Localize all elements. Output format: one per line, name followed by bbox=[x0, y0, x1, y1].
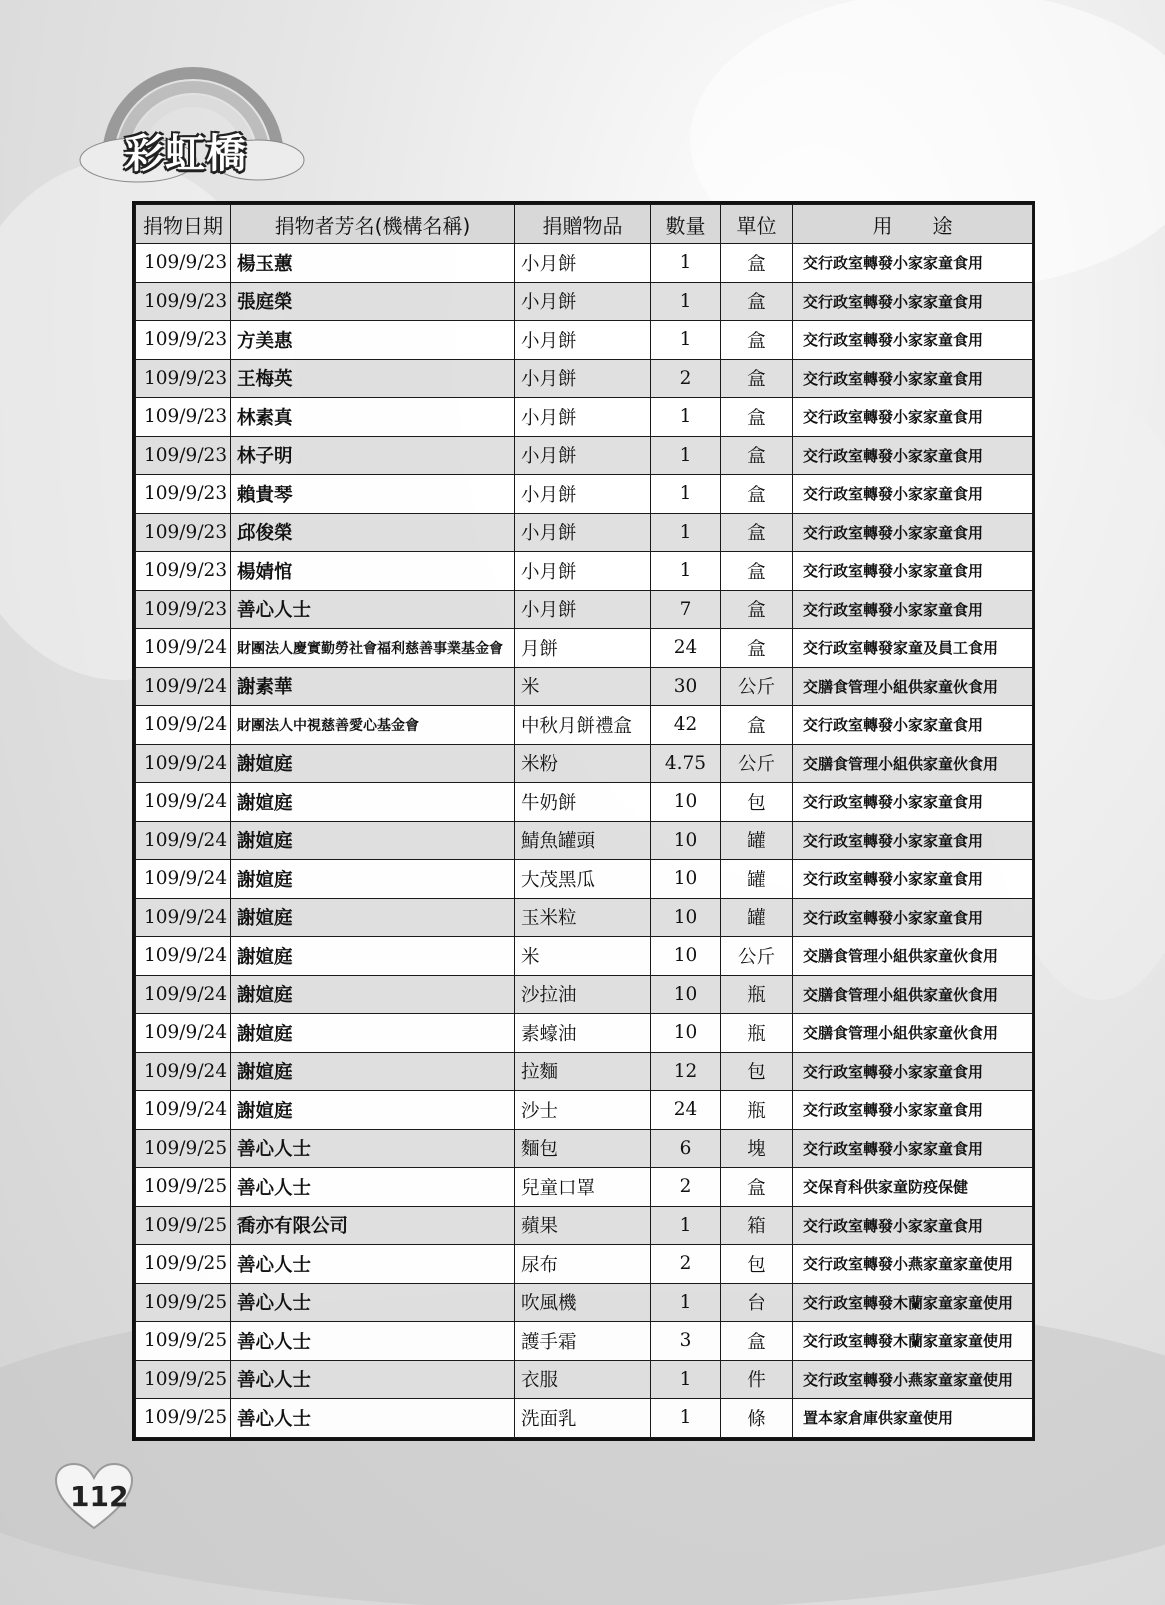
cell-usage: 交膳食管理小組供家童伙食用 bbox=[793, 1014, 1033, 1053]
cell-usage: 交行政室轉發小家家童食用 bbox=[793, 244, 1033, 283]
cell-item: 鯖魚罐頭 bbox=[515, 821, 651, 860]
donation-table-container bbox=[132, 201, 1035, 1441]
cell-item: 小月餅 bbox=[515, 244, 651, 283]
cell-item: 米 bbox=[515, 937, 651, 976]
cell-unit: 盒 bbox=[721, 513, 793, 552]
table-row bbox=[136, 552, 1033, 591]
cell-unit: 台 bbox=[721, 1283, 793, 1322]
cell-usage: 交行政室轉發小家家童食用 bbox=[793, 783, 1033, 822]
cell-item: 尿布 bbox=[515, 1245, 651, 1284]
cell-date: 109/9/23 bbox=[136, 590, 231, 629]
cell-unit: 盒 bbox=[721, 282, 793, 321]
cell-donor: 謝媗庭 bbox=[231, 860, 515, 899]
cell-item: 衣服 bbox=[515, 1360, 651, 1399]
table-row bbox=[136, 1399, 1033, 1438]
table-row bbox=[136, 1129, 1033, 1168]
cell-quantity: 42 bbox=[651, 706, 721, 745]
cell-quantity: 10 bbox=[651, 821, 721, 860]
cell-date: 109/9/23 bbox=[136, 513, 231, 552]
cell-quantity: 10 bbox=[651, 1014, 721, 1053]
cell-donor: 謝媗庭 bbox=[231, 1091, 515, 1130]
cell-usage: 交行政室轉發小家家童食用 bbox=[793, 513, 1033, 552]
cell-unit: 罐 bbox=[721, 898, 793, 937]
cell-item: 小月餅 bbox=[515, 436, 651, 475]
cell-date: 109/9/24 bbox=[136, 860, 231, 899]
cell-date: 109/9/23 bbox=[136, 282, 231, 321]
cell-unit: 盒 bbox=[721, 706, 793, 745]
cell-unit: 瓶 bbox=[721, 1091, 793, 1130]
cell-usage: 交行政室轉發小家家童食用 bbox=[793, 590, 1033, 629]
cell-usage: 交行政室轉發小家家童食用 bbox=[793, 1206, 1033, 1245]
cell-unit: 盒 bbox=[721, 398, 793, 437]
page-number-badge bbox=[54, 1462, 134, 1532]
cell-donor: 王梅英 bbox=[231, 359, 515, 398]
cell-donor: 邱俊榮 bbox=[231, 513, 515, 552]
cell-quantity: 1 bbox=[651, 436, 721, 475]
cell-unit: 塊 bbox=[721, 1129, 793, 1168]
table-row bbox=[136, 1245, 1033, 1284]
cell-unit: 瓶 bbox=[721, 975, 793, 1014]
cell-quantity: 30 bbox=[651, 667, 721, 706]
cell-donor: 謝媗庭 bbox=[231, 898, 515, 937]
cell-usage: 交行政室轉發小家家童食用 bbox=[793, 1129, 1033, 1168]
cell-item: 小月餅 bbox=[515, 513, 651, 552]
cell-date: 109/9/25 bbox=[136, 1283, 231, 1322]
cell-item: 兒童口罩 bbox=[515, 1168, 651, 1207]
cell-item: 護手霜 bbox=[515, 1322, 651, 1361]
table-row bbox=[136, 667, 1033, 706]
cell-date: 109/9/24 bbox=[136, 706, 231, 745]
cell-usage: 交保育科供家童防疫保健 bbox=[793, 1168, 1033, 1207]
rainbow-bridge-logo bbox=[78, 48, 308, 183]
cell-usage: 交行政室轉發木蘭家童家童使用 bbox=[793, 1283, 1033, 1322]
cell-date: 109/9/23 bbox=[136, 321, 231, 360]
table-header-row bbox=[136, 205, 1033, 244]
table-row bbox=[136, 513, 1033, 552]
cell-quantity: 10 bbox=[651, 860, 721, 899]
cell-quantity: 2 bbox=[651, 1245, 721, 1284]
cell-date: 109/9/25 bbox=[136, 1168, 231, 1207]
cell-item: 大茂黑瓜 bbox=[515, 860, 651, 899]
cell-quantity: 10 bbox=[651, 898, 721, 937]
cell-unit: 盒 bbox=[721, 629, 793, 668]
table-row bbox=[136, 1206, 1033, 1245]
cell-unit: 盒 bbox=[721, 1168, 793, 1207]
cell-unit: 盒 bbox=[721, 590, 793, 629]
cell-donor: 方美惠 bbox=[231, 321, 515, 360]
cell-item: 蘋果 bbox=[515, 1206, 651, 1245]
cell-usage: 交行政室轉發小家家童食用 bbox=[793, 475, 1033, 514]
cell-usage: 交行政室轉發小家家童食用 bbox=[793, 1091, 1033, 1130]
cell-date: 109/9/24 bbox=[136, 821, 231, 860]
cell-quantity: 1 bbox=[651, 398, 721, 437]
cell-quantity: 2 bbox=[651, 1168, 721, 1207]
cell-usage: 交行政室轉發小家家童食用 bbox=[793, 359, 1033, 398]
cell-usage: 交行政室轉發小家家童食用 bbox=[793, 321, 1033, 360]
cell-usage: 交膳食管理小組供家童伙食用 bbox=[793, 744, 1033, 783]
cell-item: 沙士 bbox=[515, 1091, 651, 1130]
cell-unit: 包 bbox=[721, 1245, 793, 1284]
cell-quantity: 1 bbox=[651, 321, 721, 360]
cell-usage: 交行政室轉發小家家童食用 bbox=[793, 821, 1033, 860]
cell-item: 玉米粒 bbox=[515, 898, 651, 937]
cell-item: 素蠔油 bbox=[515, 1014, 651, 1053]
page-number: 112 bbox=[70, 1480, 129, 1513]
table-row bbox=[136, 475, 1033, 514]
cell-date: 109/9/24 bbox=[136, 1014, 231, 1053]
cell-unit: 盒 bbox=[721, 1322, 793, 1361]
cell-usage: 置本家倉庫供家童使用 bbox=[793, 1399, 1033, 1438]
cell-donor: 善心人士 bbox=[231, 1245, 515, 1284]
cell-usage: 交行政室轉發小家家童食用 bbox=[793, 398, 1033, 437]
cell-quantity: 1 bbox=[651, 552, 721, 591]
cell-quantity: 1 bbox=[651, 1283, 721, 1322]
cell-donor: 謝媗庭 bbox=[231, 783, 515, 822]
cell-date: 109/9/23 bbox=[136, 475, 231, 514]
table-row bbox=[136, 436, 1033, 475]
cell-usage: 交行政室轉發家童及員工食用 bbox=[793, 629, 1033, 668]
donation-table bbox=[135, 204, 1033, 1438]
table-row bbox=[136, 244, 1033, 283]
cell-item: 麵包 bbox=[515, 1129, 651, 1168]
cell-usage: 交行政室轉發小家家童食用 bbox=[793, 436, 1033, 475]
cell-unit: 盒 bbox=[721, 475, 793, 514]
cell-unit: 箱 bbox=[721, 1206, 793, 1245]
cell-donor: 喬亦有限公司 bbox=[231, 1206, 515, 1245]
cell-unit: 包 bbox=[721, 1052, 793, 1091]
cell-donor: 謝素華 bbox=[231, 667, 515, 706]
column-header-item: 捐贈物品 bbox=[515, 205, 651, 244]
cell-unit: 公斤 bbox=[721, 937, 793, 976]
cell-donor: 林子明 bbox=[231, 436, 515, 475]
cell-usage: 交膳食管理小組供家童伙食用 bbox=[793, 937, 1033, 976]
cell-quantity: 10 bbox=[651, 975, 721, 1014]
cell-unit: 罐 bbox=[721, 821, 793, 860]
cell-item: 牛奶餅 bbox=[515, 783, 651, 822]
cell-donor: 楊玉蕙 bbox=[231, 244, 515, 283]
cell-unit: 罐 bbox=[721, 860, 793, 899]
cell-quantity: 1 bbox=[651, 513, 721, 552]
cell-quantity: 1 bbox=[651, 475, 721, 514]
table-row bbox=[136, 1014, 1033, 1053]
table-row bbox=[136, 282, 1033, 321]
table-row bbox=[136, 975, 1033, 1014]
cell-usage: 交行政室轉發小家家童食用 bbox=[793, 898, 1033, 937]
cell-item: 月餅 bbox=[515, 629, 651, 668]
table-row bbox=[136, 783, 1033, 822]
cell-item: 小月餅 bbox=[515, 475, 651, 514]
logo-title: 彩虹橋 bbox=[124, 131, 247, 177]
cell-date: 109/9/23 bbox=[136, 244, 231, 283]
cell-usage: 交膳食管理小組供家童伙食用 bbox=[793, 975, 1033, 1014]
cell-quantity: 4.75 bbox=[651, 744, 721, 783]
cell-item: 小月餅 bbox=[515, 321, 651, 360]
cell-donor: 張庭榮 bbox=[231, 282, 515, 321]
table-row bbox=[136, 1322, 1033, 1361]
cell-donor: 賴貴琴 bbox=[231, 475, 515, 514]
cell-date: 109/9/24 bbox=[136, 629, 231, 668]
cell-usage: 交行政室轉發小家家童食用 bbox=[793, 552, 1033, 591]
table-row bbox=[136, 321, 1033, 360]
cell-donor: 謝媗庭 bbox=[231, 937, 515, 976]
cell-quantity: 3 bbox=[651, 1322, 721, 1361]
cell-item: 小月餅 bbox=[515, 398, 651, 437]
cell-date: 109/9/23 bbox=[136, 398, 231, 437]
cell-usage: 交行政室轉發木蘭家童家童使用 bbox=[793, 1322, 1033, 1361]
cell-quantity: 1 bbox=[651, 1360, 721, 1399]
table-row bbox=[136, 821, 1033, 860]
cell-donor: 財團法人中視慈善愛心基金會 bbox=[231, 706, 515, 745]
cell-unit: 公斤 bbox=[721, 744, 793, 783]
cell-date: 109/9/24 bbox=[136, 1052, 231, 1091]
cell-date: 109/9/23 bbox=[136, 436, 231, 475]
cell-date: 109/9/24 bbox=[136, 937, 231, 976]
cell-usage: 交行政室轉發小家家童食用 bbox=[793, 1052, 1033, 1091]
cell-donor: 謝媗庭 bbox=[231, 975, 515, 1014]
table-row bbox=[136, 629, 1033, 668]
cell-unit: 盒 bbox=[721, 436, 793, 475]
cell-unit: 盒 bbox=[721, 321, 793, 360]
cell-date: 109/9/25 bbox=[136, 1399, 231, 1438]
cell-quantity: 1 bbox=[651, 1206, 721, 1245]
cell-usage: 交行政室轉發小家家童食用 bbox=[793, 860, 1033, 899]
cell-item: 小月餅 bbox=[515, 552, 651, 591]
cell-donor: 善心人士 bbox=[231, 1168, 515, 1207]
cell-donor: 財團法人慶實勤勞社會福利慈善事業基金會 bbox=[231, 629, 515, 668]
cell-donor: 善心人士 bbox=[231, 1360, 515, 1399]
table-row bbox=[136, 1052, 1033, 1091]
cell-date: 109/9/24 bbox=[136, 783, 231, 822]
table-row bbox=[136, 1360, 1033, 1399]
cell-item: 小月餅 bbox=[515, 590, 651, 629]
cell-donor: 謝媗庭 bbox=[231, 1052, 515, 1091]
cell-unit: 包 bbox=[721, 783, 793, 822]
cell-unit: 瓶 bbox=[721, 1014, 793, 1053]
cell-item: 小月餅 bbox=[515, 359, 651, 398]
cell-unit: 盒 bbox=[721, 244, 793, 283]
cell-donor: 善心人士 bbox=[231, 1399, 515, 1438]
column-header-donor: 捐物者芳名(機構名稱) bbox=[231, 205, 515, 244]
cell-unit: 條 bbox=[721, 1399, 793, 1438]
table-row bbox=[136, 744, 1033, 783]
cell-quantity: 1 bbox=[651, 244, 721, 283]
cell-quantity: 24 bbox=[651, 629, 721, 668]
cell-donor: 謝媗庭 bbox=[231, 744, 515, 783]
table-row bbox=[136, 898, 1033, 937]
table-row bbox=[136, 860, 1033, 899]
cell-quantity: 10 bbox=[651, 937, 721, 976]
column-header-unit: 單位 bbox=[721, 205, 793, 244]
cell-date: 109/9/25 bbox=[136, 1360, 231, 1399]
cell-item: 小月餅 bbox=[515, 282, 651, 321]
table-row bbox=[136, 398, 1033, 437]
cell-usage: 交行政室轉發小家家童食用 bbox=[793, 282, 1033, 321]
cell-donor: 善心人士 bbox=[231, 1322, 515, 1361]
cell-quantity: 24 bbox=[651, 1091, 721, 1130]
table-row bbox=[136, 1283, 1033, 1322]
cell-donor: 善心人士 bbox=[231, 1129, 515, 1168]
table-row bbox=[136, 1091, 1033, 1130]
cell-quantity: 12 bbox=[651, 1052, 721, 1091]
cell-item: 沙拉油 bbox=[515, 975, 651, 1014]
cell-date: 109/9/24 bbox=[136, 1091, 231, 1130]
cell-date: 109/9/25 bbox=[136, 1322, 231, 1361]
cell-date: 109/9/24 bbox=[136, 744, 231, 783]
cell-item: 洗面乳 bbox=[515, 1399, 651, 1438]
cell-date: 109/9/24 bbox=[136, 898, 231, 937]
cell-donor: 楊婧悺 bbox=[231, 552, 515, 591]
table-row bbox=[136, 706, 1033, 745]
cell-item: 中秋月餅禮盒 bbox=[515, 706, 651, 745]
cell-item: 米粉 bbox=[515, 744, 651, 783]
cell-quantity: 6 bbox=[651, 1129, 721, 1168]
cell-quantity: 7 bbox=[651, 590, 721, 629]
cell-date: 109/9/25 bbox=[136, 1245, 231, 1284]
cell-date: 109/9/25 bbox=[136, 1206, 231, 1245]
cell-item: 拉麵 bbox=[515, 1052, 651, 1091]
cell-usage: 交行政室轉發小家家童食用 bbox=[793, 706, 1033, 745]
table-row bbox=[136, 590, 1033, 629]
cell-donor: 謝媗庭 bbox=[231, 1014, 515, 1053]
cell-donor: 謝媗庭 bbox=[231, 821, 515, 860]
column-header-usage: 用 途 bbox=[793, 205, 1033, 244]
cell-usage: 交膳食管理小組供家童伙食用 bbox=[793, 667, 1033, 706]
cell-date: 109/9/23 bbox=[136, 552, 231, 591]
column-header-date: 捐物日期 bbox=[136, 205, 231, 244]
cell-unit: 盒 bbox=[721, 359, 793, 398]
cell-date: 109/9/24 bbox=[136, 975, 231, 1014]
cell-date: 109/9/23 bbox=[136, 359, 231, 398]
table-row bbox=[136, 937, 1033, 976]
cell-quantity: 10 bbox=[651, 783, 721, 822]
cell-item: 吹風機 bbox=[515, 1283, 651, 1322]
cell-unit: 公斤 bbox=[721, 667, 793, 706]
cell-date: 109/9/24 bbox=[136, 667, 231, 706]
cell-item: 米 bbox=[515, 667, 651, 706]
cell-unit: 件 bbox=[721, 1360, 793, 1399]
cell-donor: 林素真 bbox=[231, 398, 515, 437]
cell-unit: 盒 bbox=[721, 552, 793, 591]
cell-quantity: 1 bbox=[651, 1399, 721, 1438]
cell-donor: 善心人士 bbox=[231, 590, 515, 629]
cell-usage: 交行政室轉發小燕家童家童使用 bbox=[793, 1245, 1033, 1284]
column-header-quantity: 數量 bbox=[651, 205, 721, 244]
cell-quantity: 2 bbox=[651, 359, 721, 398]
cell-date: 109/9/25 bbox=[136, 1129, 231, 1168]
table-row bbox=[136, 1168, 1033, 1207]
cell-quantity: 1 bbox=[651, 282, 721, 321]
cell-usage: 交行政室轉發小燕家童家童使用 bbox=[793, 1360, 1033, 1399]
cell-donor: 善心人士 bbox=[231, 1283, 515, 1322]
table-row bbox=[136, 359, 1033, 398]
